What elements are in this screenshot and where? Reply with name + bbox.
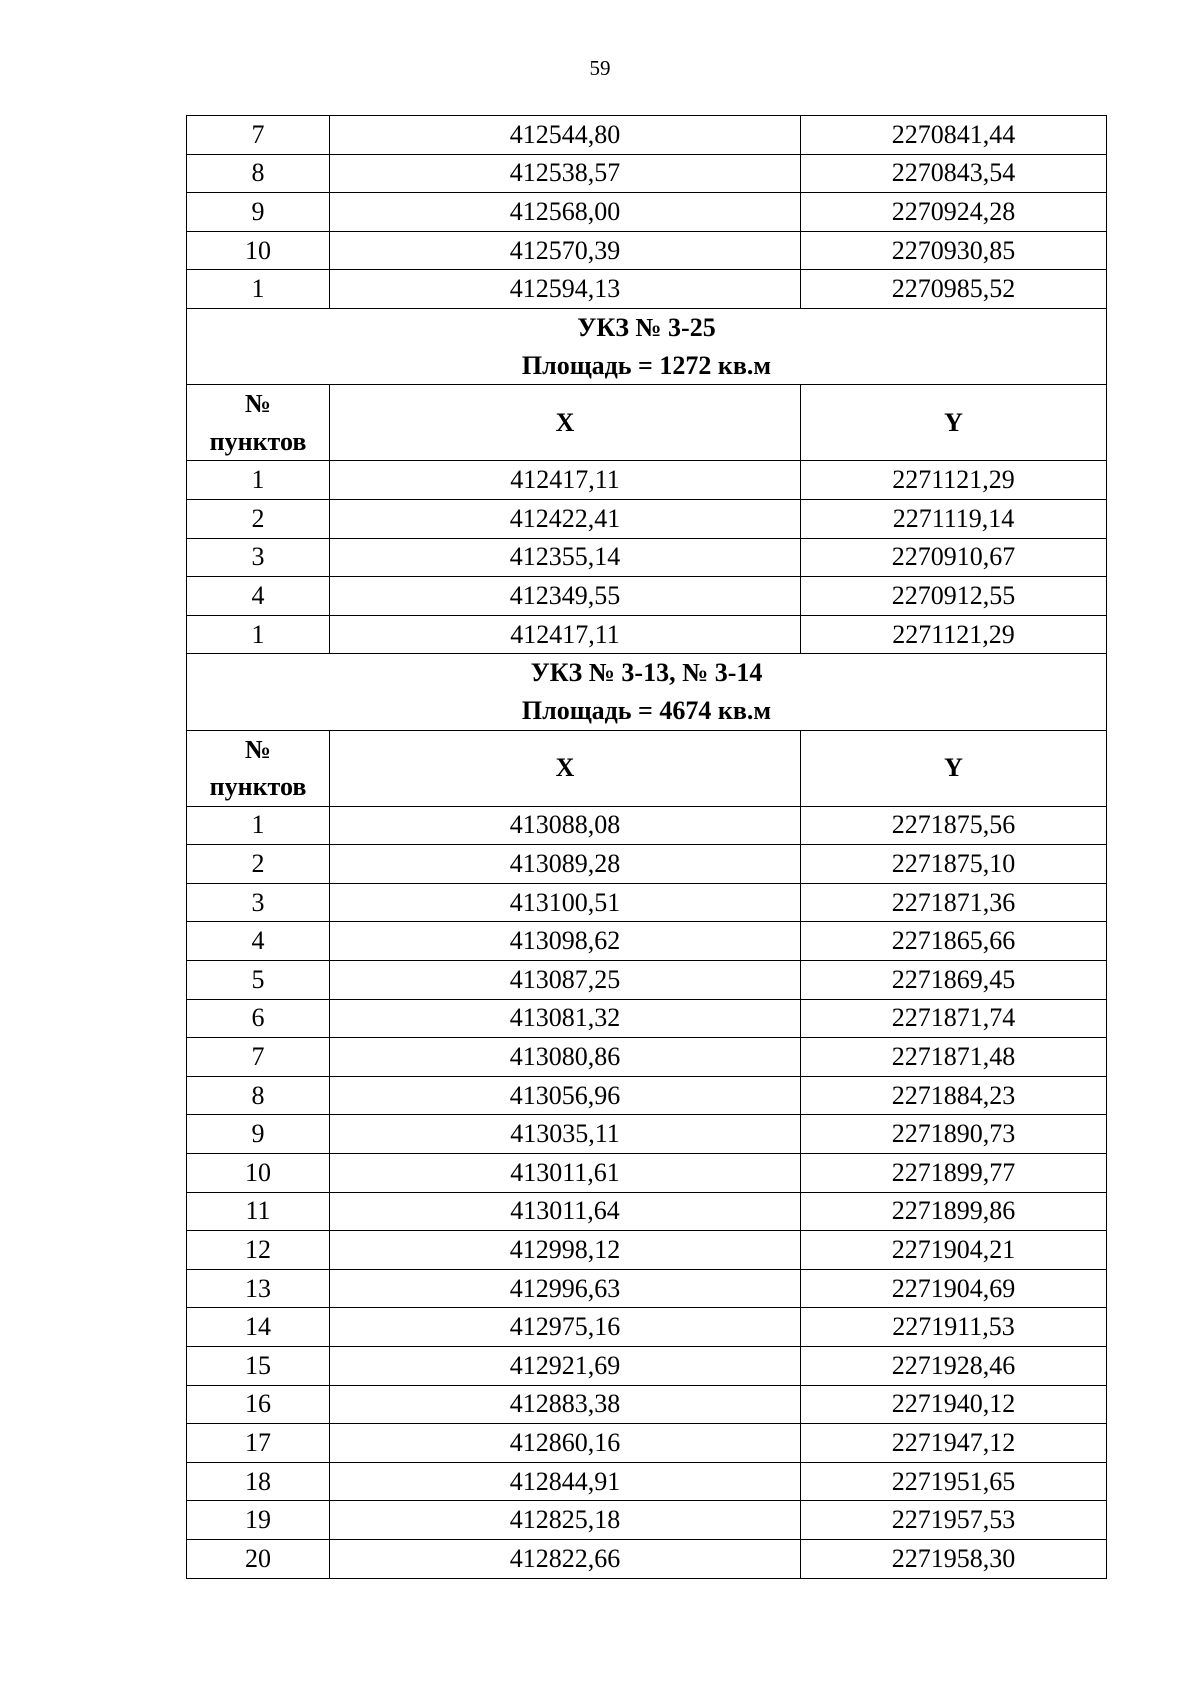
point-number-cell: 15 [187, 1347, 330, 1386]
point-number-cell: 5 [187, 961, 330, 1000]
point-number-cell: 13 [187, 1269, 330, 1308]
x-coordinate-cell: 412921,69 [330, 1347, 801, 1386]
point-number-cell: 2 [187, 499, 330, 538]
table-row [187, 1347, 1107, 1386]
x-coordinate-cell: 413100,51 [330, 883, 801, 922]
y-coordinate-cell: 2271884,23 [801, 1076, 1107, 1115]
point-number-header-label: пунктов [209, 772, 307, 802]
column-header-row [187, 730, 1107, 806]
section-heading-row [187, 308, 1107, 384]
y-coordinate-cell: 2271947,12 [801, 1424, 1107, 1463]
y-coordinate-cell: 2271940,12 [801, 1385, 1107, 1424]
x-column-header: X [330, 730, 801, 806]
x-coordinate-cell: 412355,14 [330, 538, 801, 577]
point-number-cell: 8 [187, 154, 330, 193]
point-number-header [187, 385, 330, 461]
x-coordinate-cell: 413098,62 [330, 922, 801, 961]
point-number-cell: 18 [187, 1462, 330, 1501]
point-number-cell: 3 [187, 538, 330, 577]
y-coordinate-cell: 2271957,53 [801, 1501, 1107, 1540]
table-row [187, 615, 1107, 654]
table-row [187, 999, 1107, 1038]
y-coordinate-cell: 2271121,29 [801, 615, 1107, 654]
point-number-cell: 7 [187, 116, 330, 155]
x-coordinate-cell: 412417,11 [330, 461, 801, 500]
point-number-cell: 9 [187, 193, 330, 232]
point-number-cell: 10 [187, 231, 330, 270]
y-coordinate-cell: 2271958,30 [801, 1539, 1107, 1578]
point-number-cell: 20 [187, 1539, 330, 1578]
section-title: УКЗ № 3-13, № 3-14 [530, 658, 763, 688]
point-number-header [187, 730, 330, 806]
section-heading [187, 654, 1107, 730]
y-coordinate-cell: 2271904,69 [801, 1269, 1107, 1308]
point-number-cell: 11 [187, 1192, 330, 1231]
y-coordinate-cell: 2271871,48 [801, 1038, 1107, 1077]
table-row [187, 1154, 1107, 1193]
point-number-cell: 1 [187, 615, 330, 654]
table-row [187, 806, 1107, 845]
point-number-header-label: пунктов [209, 426, 307, 456]
point-number-header-symbol: № [244, 734, 272, 764]
y-coordinate-cell: 2271951,65 [801, 1462, 1107, 1501]
x-column-header: X [330, 385, 801, 461]
table-row [187, 116, 1107, 155]
y-coordinate-cell: 2271865,66 [801, 922, 1107, 961]
table-row [187, 231, 1107, 270]
section-area: Площадь = 4674 кв.м [521, 695, 772, 725]
x-coordinate-cell: 412844,91 [330, 1462, 801, 1501]
point-number-cell: 1 [187, 461, 330, 500]
table-row [187, 499, 1107, 538]
x-coordinate-cell: 412538,57 [330, 154, 801, 193]
table-row [187, 1308, 1107, 1347]
point-number-cell: 2 [187, 845, 330, 884]
table-row [187, 1539, 1107, 1578]
point-number-cell: 14 [187, 1308, 330, 1347]
x-coordinate-cell: 412594,13 [330, 270, 801, 309]
table-row [187, 1501, 1107, 1540]
point-number-cell: 10 [187, 1154, 330, 1193]
y-coordinate-cell: 2271871,74 [801, 999, 1107, 1038]
point-number-cell: 4 [187, 922, 330, 961]
x-coordinate-cell: 413087,25 [330, 961, 801, 1000]
table-row [187, 961, 1107, 1000]
point-number-cell: 1 [187, 270, 330, 309]
table-row [187, 1269, 1107, 1308]
y-coordinate-cell: 2271928,46 [801, 1347, 1107, 1386]
table-row [187, 270, 1107, 309]
table-row [187, 193, 1107, 232]
x-coordinate-cell: 412998,12 [330, 1231, 801, 1270]
point-number-cell: 1 [187, 806, 330, 845]
y-coordinate-cell: 2270912,55 [801, 577, 1107, 616]
y-coordinate-cell: 2270930,85 [801, 231, 1107, 270]
y-coordinate-cell: 2271871,36 [801, 883, 1107, 922]
section-heading [187, 308, 1107, 384]
point-number-cell: 6 [187, 999, 330, 1038]
coordinates-table [186, 115, 1107, 1579]
section-area: Площадь = 1272 кв.м [521, 350, 772, 380]
table-row [187, 1192, 1107, 1231]
section-title: УКЗ № 3-25 [577, 312, 716, 342]
y-coordinate-cell: 2271899,77 [801, 1154, 1107, 1193]
x-coordinate-cell: 413088,08 [330, 806, 801, 845]
table-row [187, 845, 1107, 884]
y-coordinate-cell: 2271904,21 [801, 1231, 1107, 1270]
table-row [187, 1038, 1107, 1077]
y-coordinate-cell: 2271875,56 [801, 806, 1107, 845]
table-row [187, 1115, 1107, 1154]
table-row [187, 461, 1107, 500]
table-row [187, 538, 1107, 577]
x-coordinate-cell: 412349,55 [330, 577, 801, 616]
x-coordinate-cell: 413080,86 [330, 1038, 801, 1077]
x-coordinate-cell: 412883,38 [330, 1385, 801, 1424]
y-column-header: Y [801, 385, 1107, 461]
table-row [187, 1424, 1107, 1463]
x-coordinate-cell: 413056,96 [330, 1076, 801, 1115]
x-coordinate-cell: 412822,66 [330, 1539, 801, 1578]
point-number-header-symbol: № [244, 389, 272, 419]
point-number-cell: 17 [187, 1424, 330, 1463]
x-coordinate-cell: 412860,16 [330, 1424, 801, 1463]
x-coordinate-cell: 413011,64 [330, 1192, 801, 1231]
column-header-row [187, 385, 1107, 461]
table-row [187, 1076, 1107, 1115]
x-coordinate-cell: 412568,00 [330, 193, 801, 232]
table-row [187, 577, 1107, 616]
point-number-cell: 9 [187, 1115, 330, 1154]
point-number-cell: 12 [187, 1231, 330, 1270]
x-coordinate-cell: 412975,16 [330, 1308, 801, 1347]
page-number: 59 [589, 56, 611, 80]
table-row [187, 1462, 1107, 1501]
y-coordinate-cell: 2271119,14 [801, 499, 1107, 538]
x-coordinate-cell: 412570,39 [330, 231, 801, 270]
x-coordinate-cell: 412544,80 [330, 116, 801, 155]
x-coordinate-cell: 413081,32 [330, 999, 801, 1038]
y-column-header: Y [801, 730, 1107, 806]
table-row [187, 154, 1107, 193]
point-number-cell: 19 [187, 1501, 330, 1540]
point-number-cell: 4 [187, 577, 330, 616]
section-heading-row [187, 654, 1107, 730]
y-coordinate-cell: 2271121,29 [801, 461, 1107, 500]
table-row [187, 883, 1107, 922]
y-coordinate-cell: 2271890,73 [801, 1115, 1107, 1154]
x-coordinate-cell: 413035,11 [330, 1115, 801, 1154]
x-coordinate-cell: 412422,41 [330, 499, 801, 538]
y-coordinate-cell: 2270843,54 [801, 154, 1107, 193]
x-coordinate-cell: 412996,63 [330, 1269, 801, 1308]
y-coordinate-cell: 2271869,45 [801, 961, 1107, 1000]
point-number-cell: 7 [187, 1038, 330, 1077]
y-coordinate-cell: 2270985,52 [801, 270, 1107, 309]
point-number-cell: 16 [187, 1385, 330, 1424]
y-coordinate-cell: 2270924,28 [801, 193, 1107, 232]
x-coordinate-cell: 412825,18 [330, 1501, 801, 1540]
point-number-cell: 3 [187, 883, 330, 922]
x-coordinate-cell: 412417,11 [330, 615, 801, 654]
y-coordinate-cell: 2271875,10 [801, 845, 1107, 884]
point-number-cell: 8 [187, 1076, 330, 1115]
table-row [187, 922, 1107, 961]
coordinates-table-body [187, 116, 1107, 1579]
y-coordinate-cell: 2270910,67 [801, 538, 1107, 577]
table-row [187, 1231, 1107, 1270]
y-coordinate-cell: 2271911,53 [801, 1308, 1107, 1347]
y-coordinate-cell: 2271899,86 [801, 1192, 1107, 1231]
y-coordinate-cell: 2270841,44 [801, 116, 1107, 155]
x-coordinate-cell: 413011,61 [330, 1154, 801, 1193]
table-row [187, 1385, 1107, 1424]
x-coordinate-cell: 413089,28 [330, 845, 801, 884]
